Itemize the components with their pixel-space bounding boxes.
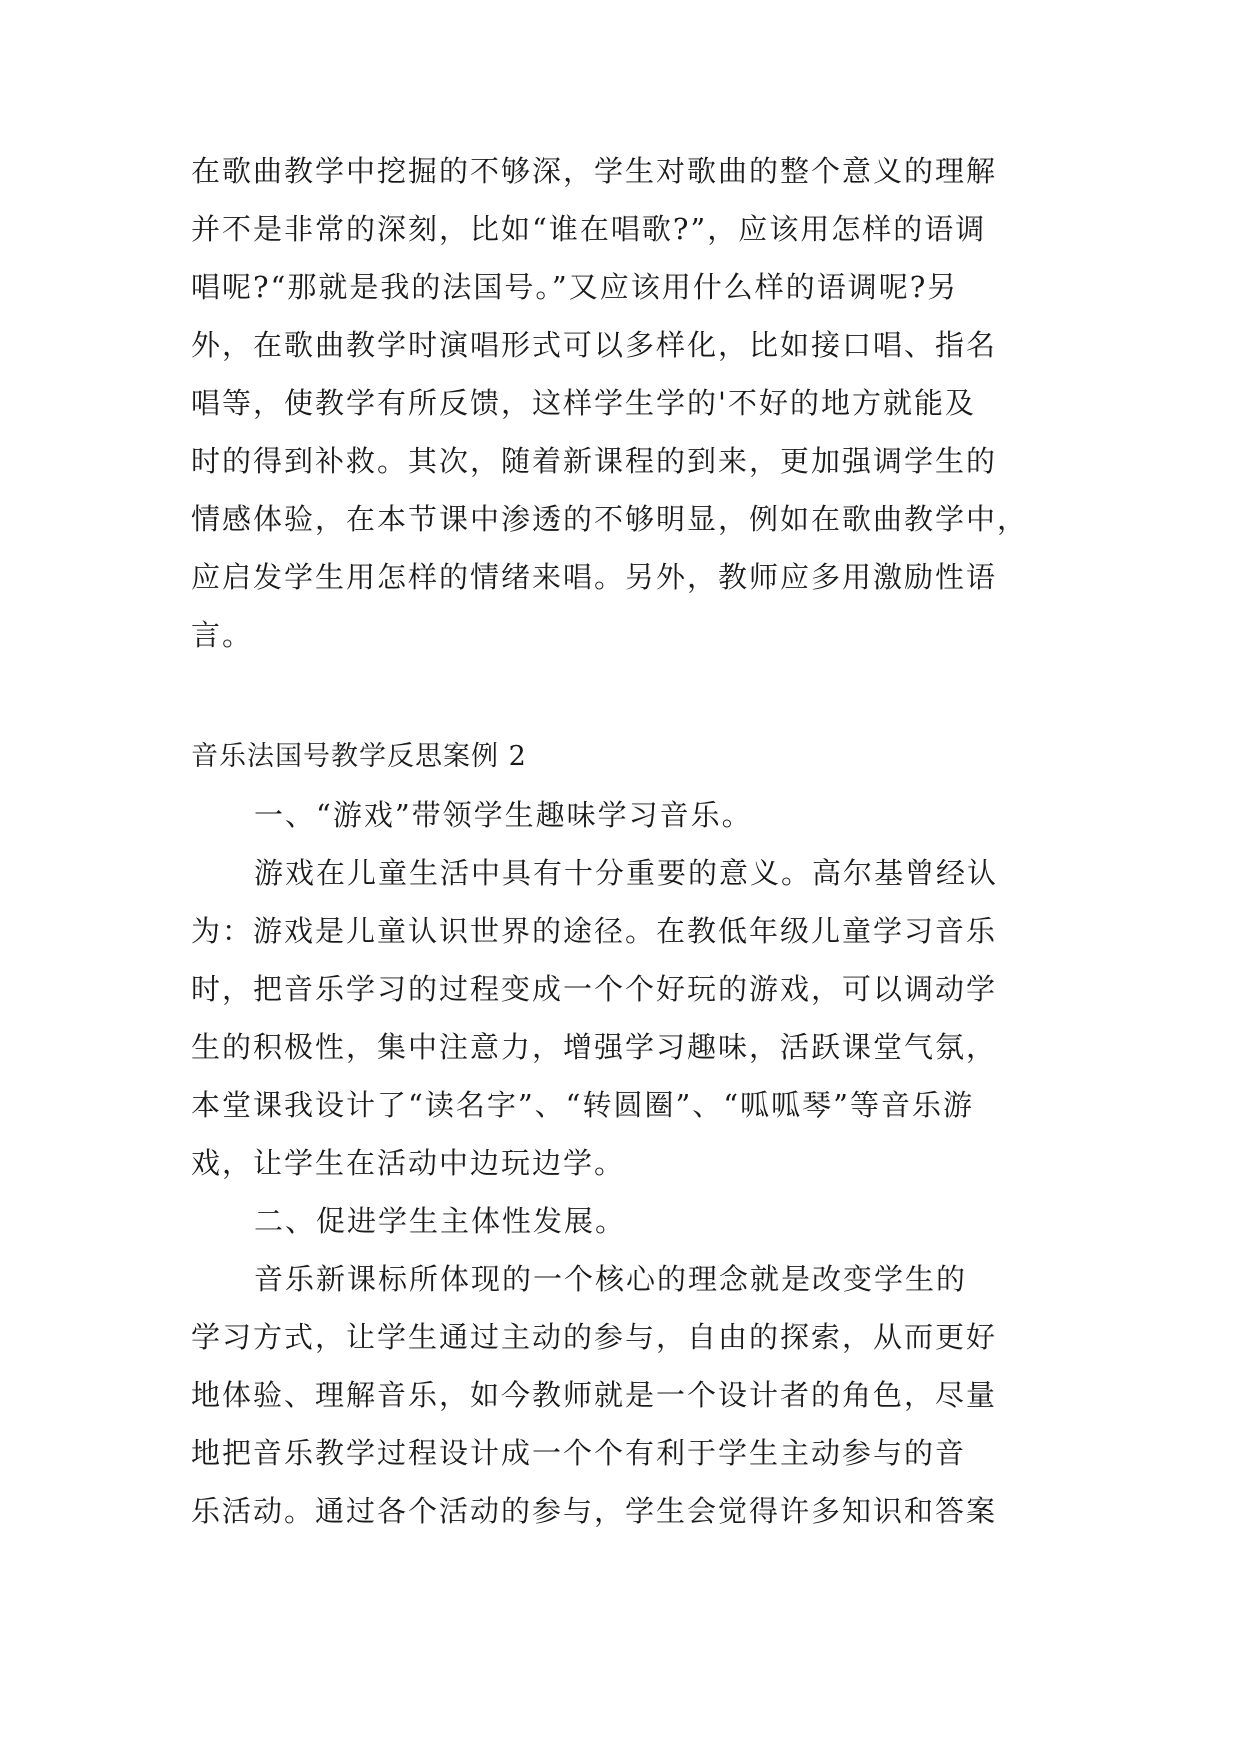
point-2-line: 地体验、理解音乐，如今教师就是一个设计者的角色，尽量 (191, 1378, 998, 1412)
point-2-line: 地把音乐教学过程设计成一个个有利于学生主动参与的音 (191, 1436, 967, 1470)
point-1-line: 生的积极性，集中注意力，增强学习趣味，活跃课堂气氛， (191, 1030, 998, 1064)
point-1-line: 时，把音乐学习的过程变成一个个好玩的游戏，可以调动学 (191, 972, 998, 1006)
point-1-line: 为：游戏是儿童认识世界的途径。在教低年级儿童学习音乐 (191, 914, 998, 948)
point-2-line: 学习方式，让学生通过主动的参与，自由的探索，从而更好 (191, 1320, 998, 1354)
paragraph-1-line: 并不是非常的深刻，比如“谁在唱歌?”，应该用怎样的语调 (191, 212, 987, 246)
point-2-heading: 二、促进学生主体性发展。 (254, 1204, 627, 1238)
point-2-line: 音乐新课标所体现的一个核心的理念就是改变学生的 (254, 1262, 968, 1296)
paragraph-1-line: 唱等，使教学有所反馈，这样学生学的'不好的地方就能及 (191, 386, 976, 420)
point-2-line: 乐活动。通过各个活动的参与，学生会觉得许多知识和答案 (191, 1494, 998, 1528)
point-1-line: 游戏在儿童生活中具有十分重要的意义。高尔基曾经认 (254, 856, 999, 890)
paragraph-1-line: 唱呢?“那就是我的法国号。”又应该用什么样的语调呢?另 (191, 270, 959, 304)
paragraph-1-line: 应启发学生用怎样的情绪来唱。另外，教师应多用激励性语 (191, 560, 998, 594)
paragraph-1-line: 在歌曲教学中挖掘的不够深，学生对歌曲的整个意义的理解 (191, 154, 998, 188)
paragraph-1-line: 外，在歌曲教学时演唱形式可以多样化，比如接口唱、指名 (191, 328, 998, 362)
paragraph-1-line: 情感体验，在本节课中渗透的不够明显，例如在歌曲教学中， (191, 502, 1029, 536)
point-1-line: 戏，让学生在活动中边玩边学。 (191, 1146, 626, 1180)
point-1-heading: 一、“游戏”带领学生趣味学习音乐。 (254, 798, 753, 832)
section-title: 音乐法国号教学反思案例 2 (191, 741, 527, 772)
point-1-line: 本堂课我设计了“读名字”、“转圆圈”、“呱呱琴”等音乐游 (191, 1088, 974, 1122)
paragraph-1-line: 言。 (191, 618, 254, 652)
paragraph-1-line: 时的得到补救。其次，随着新课程的到来，更加强调学生的 (191, 444, 998, 478)
